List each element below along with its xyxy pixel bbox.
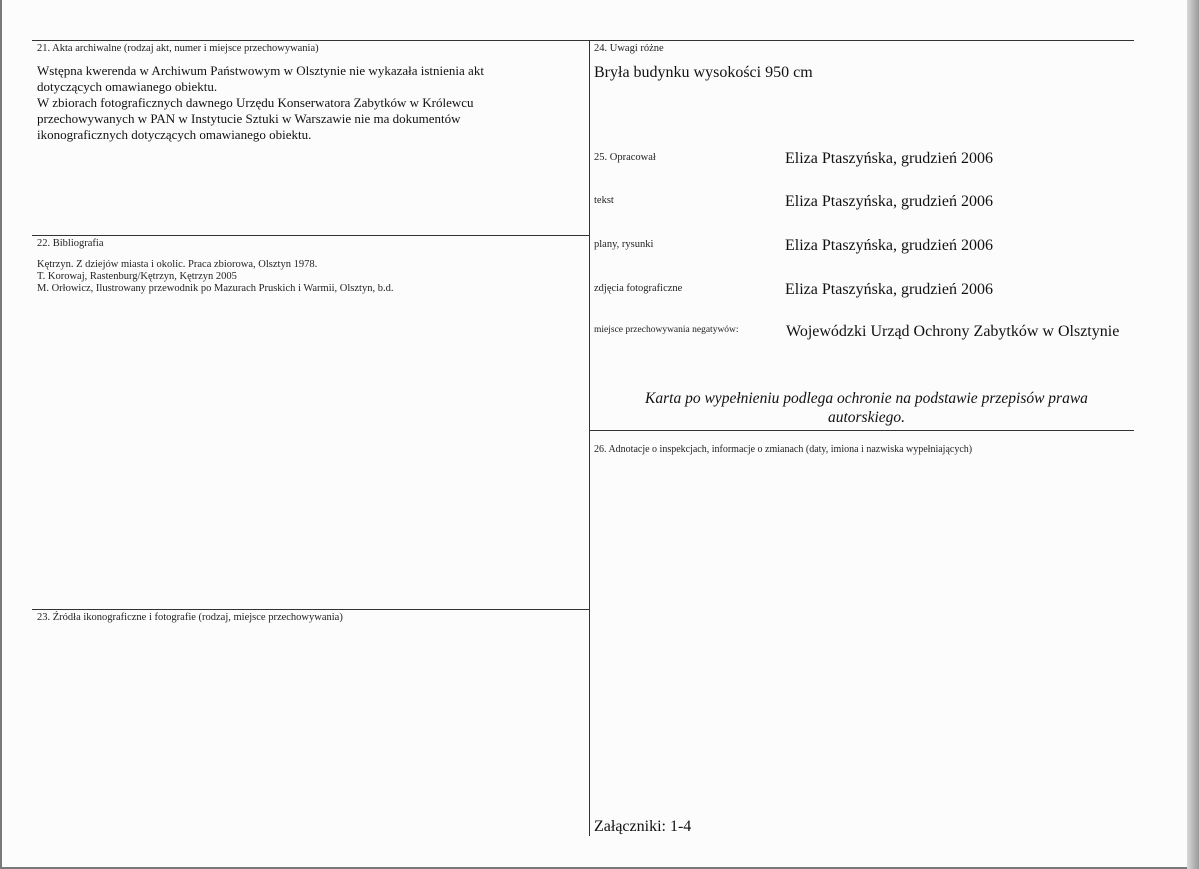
copyright-notice-line1: Karta po wypełnieniu podlega ochronie na podstawie przepisów prawa: [645, 390, 1088, 407]
bibliography-item: T. Korowaj, Rastenburg/Kętrzyn, Kętrzyn 2005: [37, 271, 237, 282]
photos-author-label: zdjęcia fotograficzne: [594, 283, 683, 294]
prepared-by-value: Eliza Ptaszyńska, grudzień 2006: [785, 150, 993, 167]
scan-edge: [1187, 0, 1199, 869]
negatives-location-label: miejsce przechowywania negatywów:: [594, 325, 739, 335]
section21-label: 21. Akta archiwalne (rodzaj akt, numer i miejsce przechowywania): [37, 43, 319, 54]
section22-list: [37, 259, 582, 295]
section26-label: 26. Adnotacje o inspekcjach, informacje o zmianach (daty, imiona i nazwiska wypełniających): [594, 444, 973, 455]
section21-bottom-line: [32, 235, 589, 236]
section21-line: Wstępna kwerenda w Archiwum Państwowym w Olsztynie nie wykazała istnienia akt: [37, 63, 484, 78]
text-author-value: Eliza Ptaszyńska, grudzień 2006: [785, 193, 993, 210]
center-divider-line: [589, 40, 590, 836]
photos-author-value: Eliza Ptaszyńska, grudzień 2006: [785, 281, 993, 298]
section25-bottom-line: [589, 430, 1134, 431]
section23-label: 23. Źródła ikonograficzne i fotografie (rodzaj, miejsce przechowywania): [37, 612, 343, 623]
section21-line: dotyczących omawianego obiektu.: [37, 79, 218, 94]
copyright-notice-line2: autorskiego.: [827, 409, 906, 426]
section21-line: W zbiorach fotograficznych dawnego Urzędu Konserwatora Zabytków w Królewcu: [37, 95, 474, 110]
drawings-author-value: Eliza Ptaszyńska, grudzień 2006: [785, 237, 993, 254]
drawings-author-label: plany, rysunki: [594, 239, 654, 250]
bibliography-item: Kętrzyn. Z dziejów miasta i okolic. Praca zbiorowa, Olsztyn 1978.: [37, 259, 318, 270]
attachments-text: Załączniki: 1-4: [594, 818, 692, 835]
negatives-location-clip: [786, 323, 1133, 345]
section24-label: 24. Uwagi różne: [594, 43, 664, 54]
top-border-line: [32, 40, 1134, 41]
section21-text: [37, 63, 582, 143]
section21-line: przechowywanych w PAN w Instytucie Sztuki w Warszawie nie ma dokumentów: [37, 111, 461, 126]
section24-text: Bryła budynku wysokości 950 cm: [594, 64, 813, 81]
bibliography-item: M. Orłowicz, Ilustrowany przewodnik po Mazurach Pruskich i Warmii, Olsztyn, b.d.: [37, 283, 394, 294]
section21-line: ikonograficznych dotyczących omawianego obiektu.: [37, 127, 312, 142]
section22-label: 22. Bibliografia: [37, 238, 104, 249]
negatives-location-value: Wojewódzki Urząd Ochrony Zabytków w Olsztynie: [786, 323, 1120, 340]
prepared-by-label: 25. Opracował: [594, 152, 656, 163]
text-author-label: tekst: [594, 195, 614, 206]
section22-bottom-line: [32, 609, 589, 610]
